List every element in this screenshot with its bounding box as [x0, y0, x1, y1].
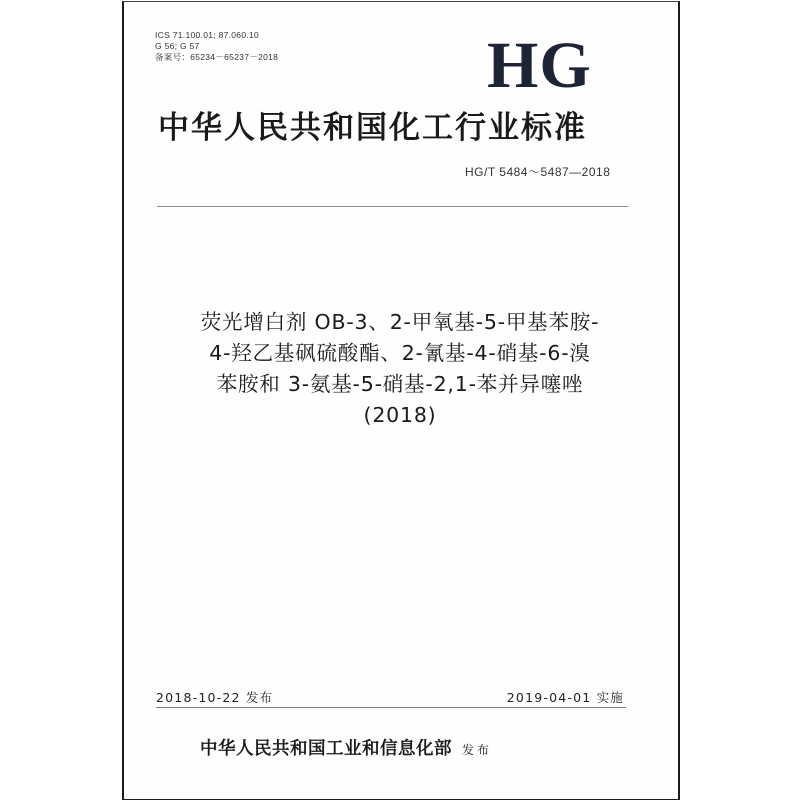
classification-block: [155, 30, 278, 63]
ics-code: ICS 71.100.01; 87.060.10: [155, 30, 260, 40]
effective-date: 2019-04-01 实施: [506, 690, 624, 705]
publisher-suffix: 发布: [462, 743, 493, 757]
top-divider: [157, 206, 628, 207]
title-line-3: 苯胺和 3-氨基-5-硝基-2,1-苯并异噻唑: [216, 372, 584, 396]
title-year: (2018): [363, 403, 437, 427]
bottom-divider: [156, 707, 626, 708]
standard-number: HG/T 5484～5487—2018: [465, 165, 611, 179]
standard-category-title: 中华人民共和国化工行业标准: [158, 110, 587, 146]
issue-date: 2018-10-22 发布: [156, 690, 274, 705]
document-title: [140, 307, 660, 431]
filing-number: 备案号：65234－65237－2018: [155, 52, 279, 62]
ccs-code: G 56; G 57: [155, 41, 200, 51]
publisher-name: 中华人民共和国工业和信息化部: [200, 739, 452, 759]
hg-logo: HG: [487, 29, 592, 102]
publisher-line: [200, 735, 620, 760]
title-line-1: 荧光增白剂 OB-3、2-甲氧基-5-甲基苯胺-: [200, 310, 600, 334]
title-line-2: 4-羟乙基砜硫酸酯、2-氰基-4-硝基-6-溴: [209, 341, 591, 365]
